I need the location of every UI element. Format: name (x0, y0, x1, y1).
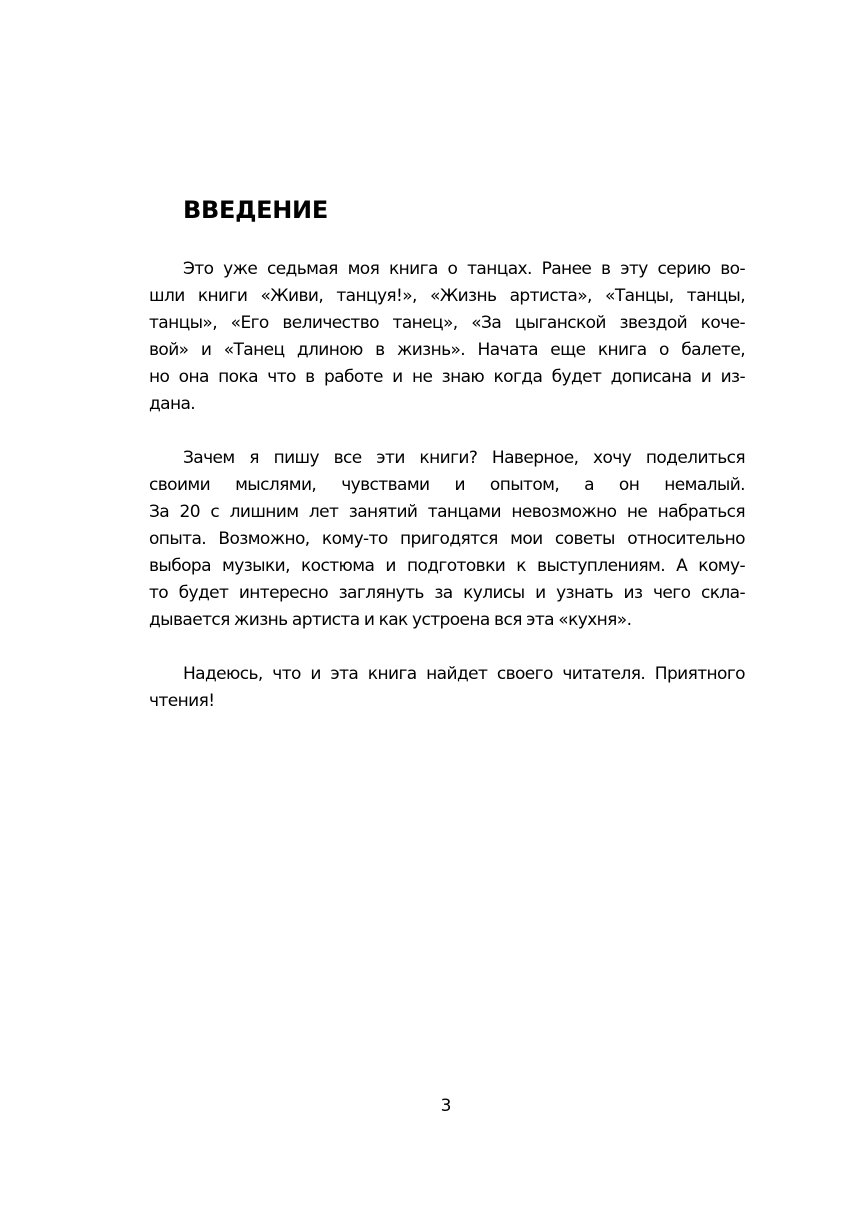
text-line: Надеюсь, что и эта книга найдет своего читателя. Приятного (183, 664, 745, 684)
text-line: шли книги «Живи, танцуя!», «Жизнь артиста», «Танцы, танцы, (149, 286, 745, 306)
paragraph-1 (149, 256, 745, 418)
paragraph-2 (149, 445, 745, 634)
chapter-heading: ВВЕДЕНИЕ (183, 196, 328, 224)
text-line: вой» и «Танец длиною в жизнь». Начата еще книга о балете, (149, 340, 745, 360)
text-line: Это уже седьмая моя книга о танцах. Ранее в эту серию во- (183, 259, 745, 279)
text-line: то будет интересно заглянуть за кулисы и узнать из чего скла- (149, 583, 745, 603)
text-line: танцы», «Его величество танец», «За цыганской звездой коче- (149, 313, 745, 333)
text-line: своими мыслями, чувствами и опытом, а он немалый. (149, 475, 745, 495)
text-line: выбора музыки, костюма и подготовки к выступлениям. А кому- (149, 556, 745, 576)
text-line: чтения! (149, 691, 215, 711)
paragraph-3 (149, 661, 745, 715)
text-line: но она пока что в работе и не знаю когда будет дописана и из- (149, 367, 745, 387)
text-line: Зачем я пишу все эти книги? Наверное, хочу поделиться (183, 448, 745, 468)
text-line: дана. (149, 394, 196, 414)
text-line: За 20 с лишним лет занятий танцами невозможно не набраться (149, 502, 745, 522)
body-text (149, 256, 745, 742)
page-number: 3 (440, 1096, 452, 1116)
text-line: дывается жизнь артиста и как устроена вся эта «кухня». (149, 610, 632, 630)
text-line: опыта. Возможно, кому-то пригодятся мои советы относительно (149, 529, 745, 549)
